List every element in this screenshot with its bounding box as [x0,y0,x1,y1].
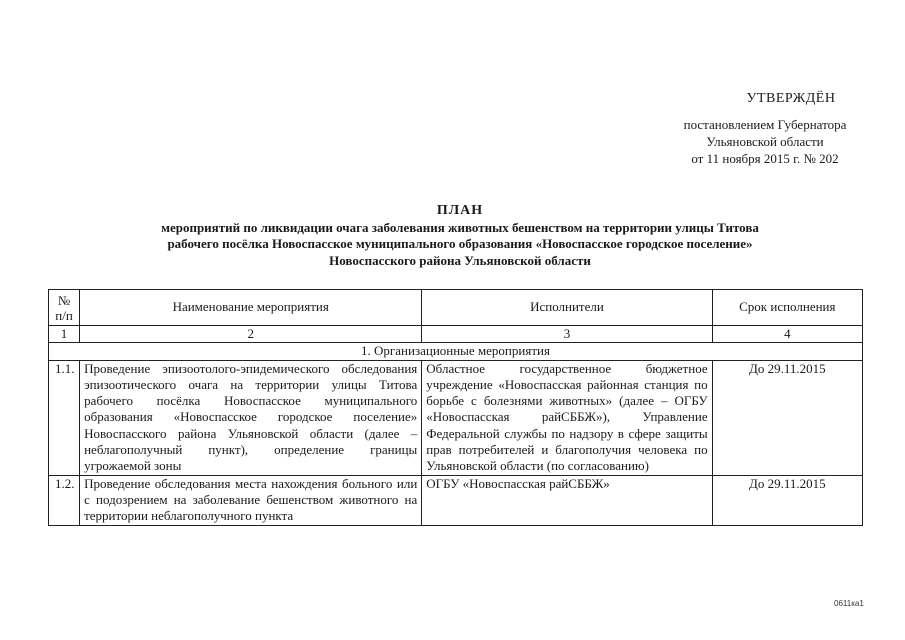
document-code: 0611ка1 [834,599,864,608]
header-name: Наименование мероприятия [80,290,422,326]
header-executors: Исполнители [422,290,712,326]
section-row [49,343,863,360]
approval-line-3: от 11 ноября 2015 г. № 202 [691,151,839,166]
approval-stamp: УТВЕРЖДЁН [746,91,836,106]
table-header-row [49,290,863,326]
row-num: 1.2. [49,475,80,525]
row-deadline: До 29.11.2015 [712,360,862,475]
document-title [40,203,880,269]
row-name: Проведение обследования места нахождения больного или с подозрением на заболевание бешенством животного на территории неблагополучного пункта [80,475,422,525]
header-num: № п/п [49,290,80,326]
title-plan: ПЛАН [436,203,484,218]
approval-block [660,90,870,167]
title-line-1: мероприятий по ликвидации очага заболевания животных бешенством на территории улицы Титова [161,219,759,235]
table-row [49,360,863,475]
col-number-1: 1 [49,326,80,343]
col-number-3: 3 [422,326,712,343]
approval-line-1: постановлением Губернатора [683,117,847,132]
row-name: Проведение эпизоотолого-эпидемического обследования эпизоотического очага на территории улицы Титова рабочего посёлка Новоспасское муниципального образования «Новоспасское городское поселение» Новоспасского района Ульяновской области (далее – неблагополучный пункт), определение границы угрожаемой зоны [80,360,422,475]
header-deadline: Срок исполнения [712,290,862,326]
row-executors: Областное государственное бюджетное учреждение «Новоспасская районная станция по борьбе с болезнями животных» (далее – ОГБУ «Новоспасская райСББЖ»), Управление Федеральной службы по надзору в сфере защиты прав потребителей и благополучия человека по Ульяновской области (по согласованию) [422,360,712,475]
col-number-4: 4 [712,326,862,343]
row-deadline: До 29.11.2015 [712,475,862,525]
section-title: 1. Организационные мероприятия [49,343,863,360]
col-number-2: 2 [80,326,422,343]
plan-table [48,289,863,526]
approval-line-2: Ульяновской области [706,134,824,149]
table-row [49,475,863,525]
title-line-2: рабочего посёлка Новоспасское муниципального образования «Новоспасское городское поселение» [167,236,753,251]
column-number-row [49,326,863,343]
row-num: 1.1. [49,360,80,475]
title-line-3: Новоспасского района Ульяновской области [329,252,591,268]
row-executors: ОГБУ «Новоспасская райСББЖ» [422,475,712,525]
